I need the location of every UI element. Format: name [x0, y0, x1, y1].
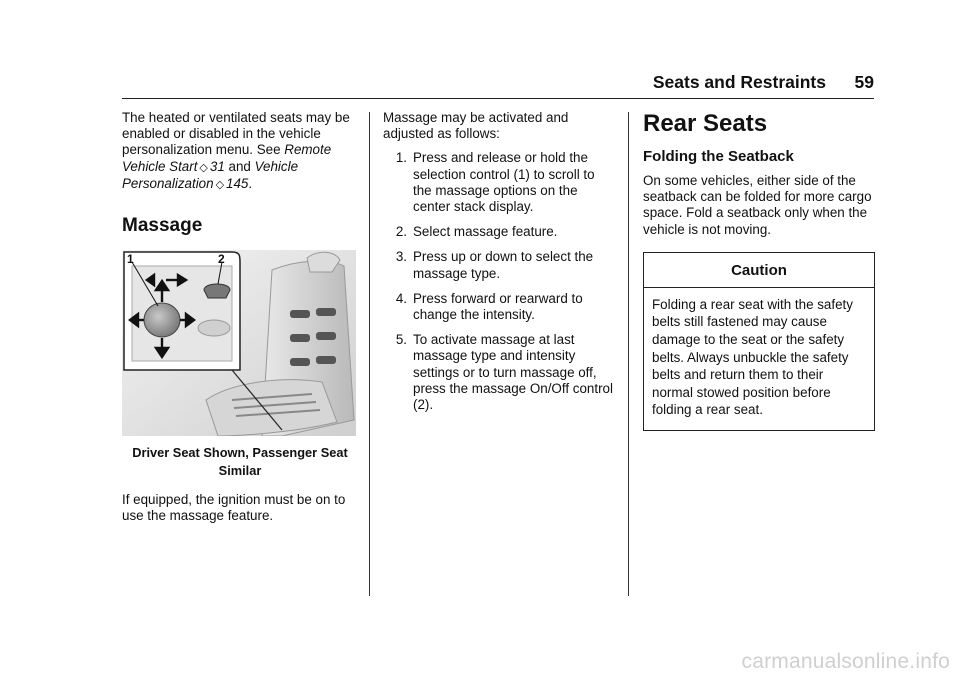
page-number: 59 — [854, 72, 874, 92]
list-item: 2. Select massage feature. — [395, 224, 558, 240]
chapter-title-rear-seats: Rear Seats — [643, 110, 768, 137]
caution-title: Caution — [644, 253, 874, 288]
section-title-massage: Massage — [122, 215, 203, 237]
ignition-note: If equipped, the ignition must be on to use the massage feature. — [122, 492, 346, 524]
header-title: Seats and Restraints — [652, 72, 826, 92]
steps-intro: Massage may be activated and adjusted as follows: — [383, 110, 569, 142]
column-1 — [122, 110, 358, 524]
folding-paragraph: On some vehicles, either side of the seatback can be folded for more cargo space. Fold a seatback only when the vehicle is not moving. — [643, 173, 872, 237]
xref-page-145[interactable]: 145 — [226, 175, 249, 191]
header-rule — [122, 98, 874, 99]
figure-callout-1: 1 — [127, 252, 134, 267]
column-divider-1 — [369, 112, 370, 596]
list-item: 1. Press and release or hold the selection control (1) to scroll to the massage options on the center stack display. — [395, 150, 595, 215]
intro-paragraph: The heated or ventilated seats may be enabled or disabled in the vehicle personalization menu. See Remote Vehicle Start ◇ 31 and Vehicle Personalization ◇ 145. — [122, 110, 350, 191]
xref-remote-vehicle-start[interactable]: Remote Vehicle Start — [122, 142, 332, 174]
page-ref-icon: ◇ — [215, 177, 225, 191]
list-item: 4. Press forward or rearward to change the intensity. — [395, 290, 583, 323]
list-item: 3. Press up or down to select the massage type. — [395, 249, 594, 281]
caution-text: Folding a rear seat with the safety belts still fastened may cause damage to the seat or the safety belts. Always unbuckle the safety belts and return them to their normal stowed position before folding a rear seat. — [652, 296, 853, 418]
xref-vehicle-personalization[interactable]: Vehicle Personalization — [122, 158, 299, 191]
subsection-title-folding: Folding the Seatback — [643, 148, 794, 165]
xref-page-31[interactable]: 31 — [209, 158, 225, 174]
massage-steps-list — [383, 150, 615, 413]
seat-illustration-svg — [122, 250, 356, 436]
caution-box — [643, 252, 875, 431]
column-3 — [643, 110, 875, 431]
massage-seat-illustration — [122, 250, 356, 436]
figure-caption: Driver Seat Shown, Passenger Seat Similar — [132, 445, 348, 478]
list-item: 5. To activate massage at last massage type and intensity settings or to turn massage off, press the massage On/Off control (2). — [395, 332, 613, 413]
column-2 — [383, 110, 615, 422]
figure-callout-2: 2 — [218, 252, 225, 267]
page-ref-icon: ◇ — [199, 160, 208, 174]
watermark: carmanualsonline.info — [741, 650, 950, 673]
column-divider-2 — [628, 112, 629, 596]
